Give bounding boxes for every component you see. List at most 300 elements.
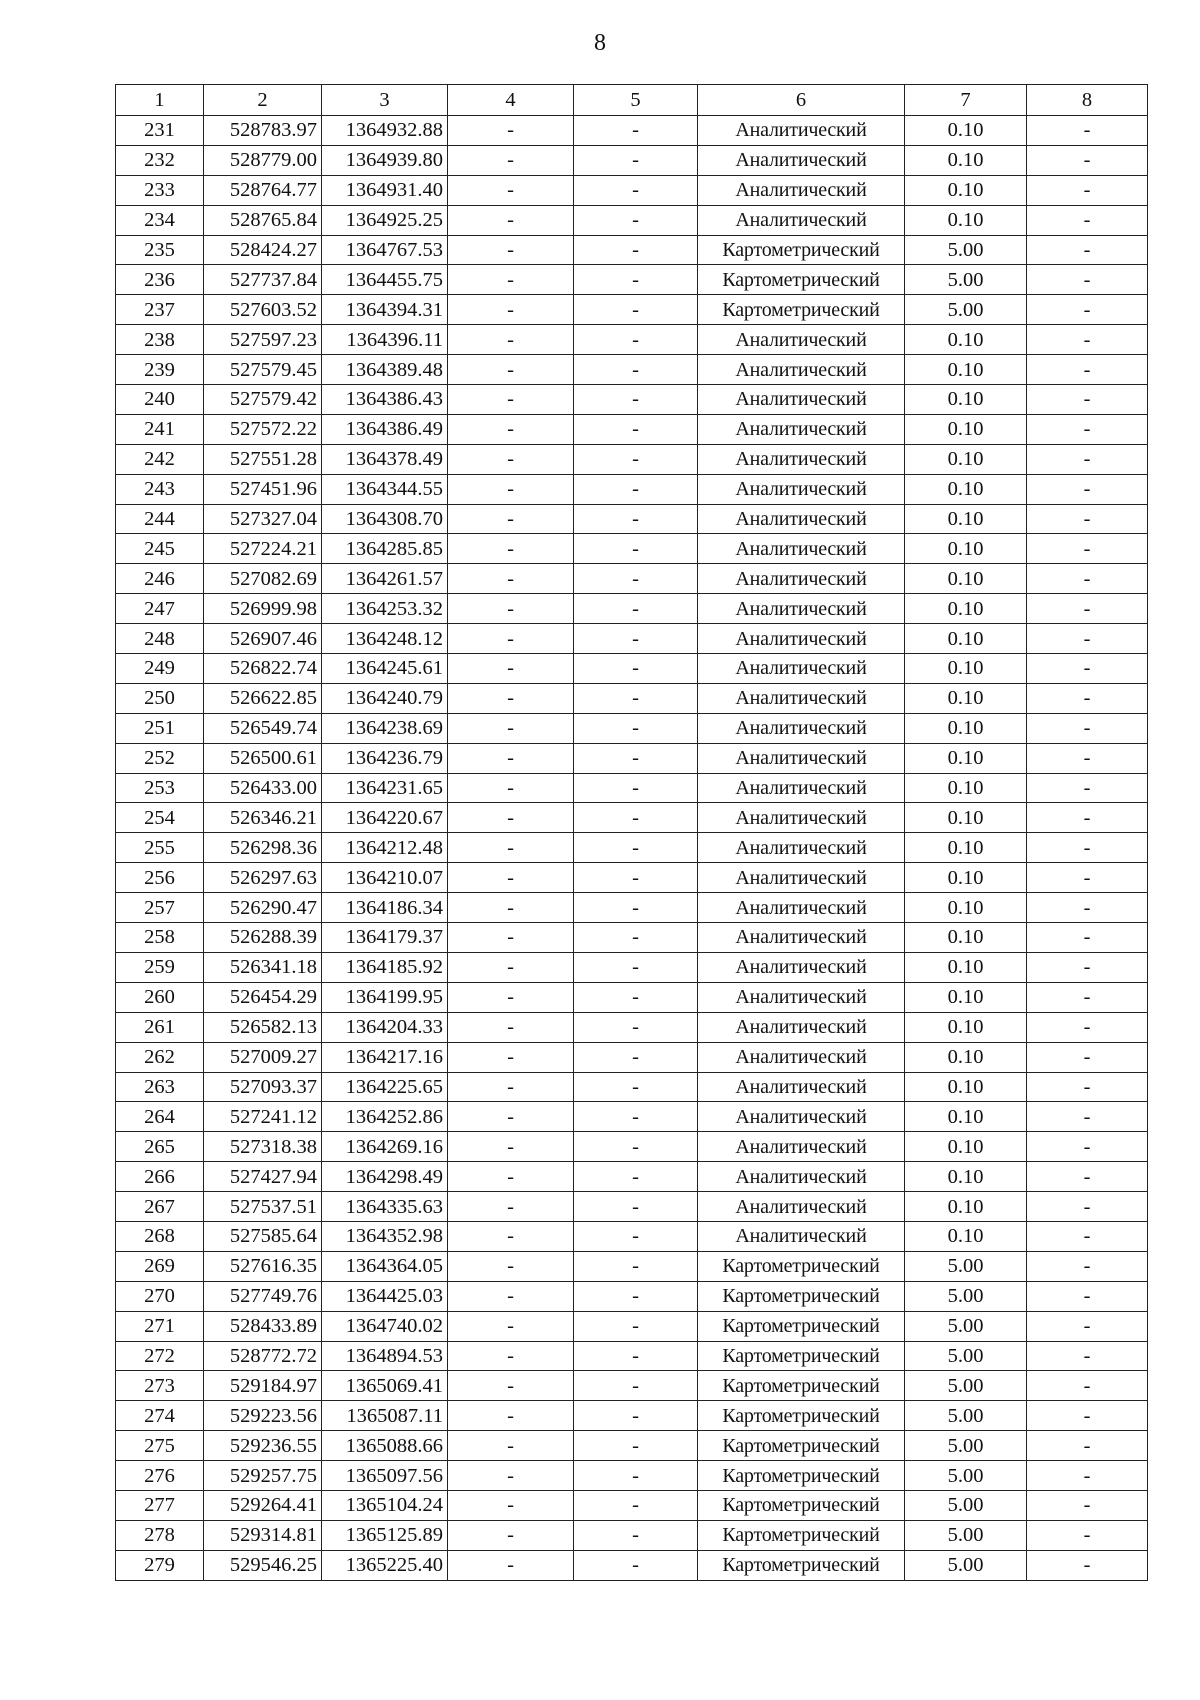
y-coordinate-cell: 1364931.40 (322, 175, 448, 205)
point-number-cell: 250 (116, 683, 204, 713)
table-row (116, 325, 1148, 355)
accuracy-cell: 0.10 (905, 534, 1027, 564)
accuracy-cell: 0.10 (905, 624, 1027, 654)
accuracy-cell: 0.10 (905, 863, 1027, 893)
col8-cell: - (1027, 1192, 1148, 1222)
point-number-cell: 241 (116, 414, 204, 444)
col5-cell: - (574, 1311, 698, 1341)
accuracy-cell: 0.10 (905, 833, 1027, 863)
point-number-cell: 239 (116, 355, 204, 385)
table-row (116, 295, 1148, 325)
col5-cell: - (574, 564, 698, 594)
col5-cell: - (574, 265, 698, 295)
x-coordinate-cell: 526582.13 (204, 1012, 322, 1042)
col5-cell: - (574, 1012, 698, 1042)
x-coordinate-cell: 527327.04 (204, 504, 322, 534)
col8-cell: - (1027, 833, 1148, 863)
col8-cell: - (1027, 1132, 1148, 1162)
y-coordinate-cell: 1364389.48 (322, 355, 448, 385)
point-number-cell: 256 (116, 863, 204, 893)
method-cell: Аналитический (698, 145, 905, 175)
x-coordinate-cell: 527737.84 (204, 265, 322, 295)
col8-cell: - (1027, 654, 1148, 684)
col8-cell: - (1027, 414, 1148, 444)
table-row (116, 116, 1148, 146)
x-coordinate-cell: 528783.97 (204, 116, 322, 146)
col8-cell: - (1027, 713, 1148, 743)
col5-cell: - (574, 594, 698, 624)
col5-cell: - (574, 654, 698, 684)
col5-cell: - (574, 444, 698, 474)
col5-cell: - (574, 414, 698, 444)
method-cell: Аналитический (698, 504, 905, 534)
y-coordinate-cell: 1364217.16 (322, 1042, 448, 1072)
point-number-cell: 271 (116, 1311, 204, 1341)
y-coordinate-cell: 1364210.07 (322, 863, 448, 893)
col5-cell: - (574, 833, 698, 863)
y-coordinate-cell: 1364199.95 (322, 982, 448, 1012)
accuracy-cell: 5.00 (905, 1550, 1027, 1580)
column-header-4: 4 (448, 85, 574, 116)
table-row (116, 355, 1148, 385)
point-number-cell: 249 (116, 654, 204, 684)
x-coordinate-cell: 527093.37 (204, 1072, 322, 1102)
y-coordinate-cell: 1364939.80 (322, 145, 448, 175)
col5-cell: - (574, 295, 698, 325)
col5-cell: - (574, 1371, 698, 1401)
x-coordinate-cell: 527451.96 (204, 474, 322, 504)
point-number-cell: 243 (116, 474, 204, 504)
col8-cell: - (1027, 923, 1148, 953)
y-coordinate-cell: 1364425.03 (322, 1281, 448, 1311)
point-number-cell: 267 (116, 1192, 204, 1222)
y-coordinate-cell: 1364285.85 (322, 534, 448, 564)
x-coordinate-cell: 526454.29 (204, 982, 322, 1012)
y-coordinate-cell: 1364455.75 (322, 265, 448, 295)
col5-cell: - (574, 1132, 698, 1162)
col4-cell: - (448, 743, 574, 773)
table-row (116, 1401, 1148, 1431)
col4-cell: - (448, 265, 574, 295)
method-cell: Картометрический (698, 1281, 905, 1311)
accuracy-cell: 0.10 (905, 1042, 1027, 1072)
point-number-cell: 278 (116, 1520, 204, 1550)
x-coordinate-cell: 526500.61 (204, 743, 322, 773)
table-row (116, 683, 1148, 713)
col8-cell: - (1027, 1251, 1148, 1281)
table-row (116, 1251, 1148, 1281)
method-cell: Аналитический (698, 654, 905, 684)
table-row (116, 504, 1148, 534)
col5-cell: - (574, 385, 698, 415)
point-number-cell: 263 (116, 1072, 204, 1102)
col5-cell: - (574, 713, 698, 743)
col4-cell: - (448, 1490, 574, 1520)
col8-cell: - (1027, 594, 1148, 624)
y-coordinate-cell: 1364386.49 (322, 414, 448, 444)
col5-cell: - (574, 325, 698, 355)
accuracy-cell: 0.10 (905, 1192, 1027, 1222)
col4-cell: - (448, 325, 574, 355)
table-row (116, 654, 1148, 684)
y-coordinate-cell: 1365087.11 (322, 1401, 448, 1431)
accuracy-cell: 5.00 (905, 1281, 1027, 1311)
point-number-cell: 248 (116, 624, 204, 654)
table-row (116, 564, 1148, 594)
col8-cell: - (1027, 952, 1148, 982)
column-header-2: 2 (204, 85, 322, 116)
col4-cell: - (448, 534, 574, 564)
y-coordinate-cell: 1364352.98 (322, 1221, 448, 1251)
method-cell: Аналитический (698, 952, 905, 982)
table-row (116, 175, 1148, 205)
col8-cell: - (1027, 982, 1148, 1012)
accuracy-cell: 0.10 (905, 773, 1027, 803)
accuracy-cell: 5.00 (905, 1461, 1027, 1491)
method-cell: Аналитический (698, 773, 905, 803)
column-header-8: 8 (1027, 85, 1148, 116)
x-coordinate-cell: 526907.46 (204, 624, 322, 654)
accuracy-cell: 0.10 (905, 1102, 1027, 1132)
col4-cell: - (448, 1042, 574, 1072)
y-coordinate-cell: 1364204.33 (322, 1012, 448, 1042)
y-coordinate-cell: 1364236.79 (322, 743, 448, 773)
method-cell: Картометрический (698, 235, 905, 265)
col5-cell: - (574, 743, 698, 773)
x-coordinate-cell: 529236.55 (204, 1431, 322, 1461)
y-coordinate-cell: 1364245.61 (322, 654, 448, 684)
method-cell: Аналитический (698, 1042, 905, 1072)
x-coordinate-cell: 527585.64 (204, 1221, 322, 1251)
point-number-cell: 255 (116, 833, 204, 863)
accuracy-cell: 0.10 (905, 145, 1027, 175)
x-coordinate-cell: 526622.85 (204, 683, 322, 713)
col8-cell: - (1027, 893, 1148, 923)
col5-cell: - (574, 1520, 698, 1550)
accuracy-cell: 0.10 (905, 1162, 1027, 1192)
y-coordinate-cell: 1364344.55 (322, 474, 448, 504)
point-number-cell: 265 (116, 1132, 204, 1162)
table-row (116, 1431, 1148, 1461)
col4-cell: - (448, 1431, 574, 1461)
col8-cell: - (1027, 1401, 1148, 1431)
accuracy-cell: 0.10 (905, 743, 1027, 773)
point-number-cell: 261 (116, 1012, 204, 1042)
col5-cell: - (574, 982, 698, 1012)
col8-cell: - (1027, 504, 1148, 534)
y-coordinate-cell: 1364253.32 (322, 594, 448, 624)
x-coordinate-cell: 529184.97 (204, 1371, 322, 1401)
x-coordinate-cell: 528765.84 (204, 205, 322, 235)
method-cell: Аналитический (698, 355, 905, 385)
x-coordinate-cell: 527616.35 (204, 1251, 322, 1281)
x-coordinate-cell: 526298.36 (204, 833, 322, 863)
col4-cell: - (448, 952, 574, 982)
col5-cell: - (574, 952, 698, 982)
col5-cell: - (574, 1550, 698, 1580)
col8-cell: - (1027, 1042, 1148, 1072)
col8-cell: - (1027, 1461, 1148, 1491)
col5-cell: - (574, 175, 698, 205)
table-row (116, 534, 1148, 564)
method-cell: Аналитический (698, 743, 905, 773)
point-number-cell: 254 (116, 803, 204, 833)
x-coordinate-cell: 529546.25 (204, 1550, 322, 1580)
col4-cell: - (448, 803, 574, 833)
y-coordinate-cell: 1364269.16 (322, 1132, 448, 1162)
col4-cell: - (448, 863, 574, 893)
accuracy-cell: 5.00 (905, 1401, 1027, 1431)
x-coordinate-cell: 527572.22 (204, 414, 322, 444)
table-row (116, 385, 1148, 415)
point-number-cell: 277 (116, 1490, 204, 1520)
col4-cell: - (448, 982, 574, 1012)
col4-cell: - (448, 1162, 574, 1192)
col4-cell: - (448, 594, 574, 624)
x-coordinate-cell: 527009.27 (204, 1042, 322, 1072)
col5-cell: - (574, 1042, 698, 1072)
y-coordinate-cell: 1364932.88 (322, 116, 448, 146)
col4-cell: - (448, 1311, 574, 1341)
col4-cell: - (448, 923, 574, 953)
col4-cell: - (448, 205, 574, 235)
col5-cell: - (574, 1102, 698, 1132)
col8-cell: - (1027, 444, 1148, 474)
method-cell: Аналитический (698, 803, 905, 833)
point-number-cell: 266 (116, 1162, 204, 1192)
col4-cell: - (448, 1192, 574, 1222)
method-cell: Аналитический (698, 833, 905, 863)
y-coordinate-cell: 1364261.57 (322, 564, 448, 594)
table-row (116, 1520, 1148, 1550)
accuracy-cell: 5.00 (905, 1341, 1027, 1371)
col8-cell: - (1027, 863, 1148, 893)
accuracy-cell: 5.00 (905, 1371, 1027, 1401)
point-number-cell: 259 (116, 952, 204, 982)
point-number-cell: 247 (116, 594, 204, 624)
y-coordinate-cell: 1364238.69 (322, 713, 448, 743)
table-row (116, 893, 1148, 923)
x-coordinate-cell: 526288.39 (204, 923, 322, 953)
col5-cell: - (574, 863, 698, 893)
method-cell: Аналитический (698, 982, 905, 1012)
col8-cell: - (1027, 1072, 1148, 1102)
x-coordinate-cell: 527551.28 (204, 444, 322, 474)
col5-cell: - (574, 773, 698, 803)
method-cell: Аналитический (698, 325, 905, 355)
method-cell: Аналитический (698, 1221, 905, 1251)
y-coordinate-cell: 1364220.67 (322, 803, 448, 833)
col8-cell: - (1027, 1311, 1148, 1341)
accuracy-cell: 0.10 (905, 893, 1027, 923)
method-cell: Аналитический (698, 385, 905, 415)
column-header-1: 1 (116, 85, 204, 116)
method-cell: Картометрический (698, 295, 905, 325)
col8-cell: - (1027, 1162, 1148, 1192)
col4-cell: - (448, 414, 574, 444)
method-cell: Аналитический (698, 474, 905, 504)
col4-cell: - (448, 1461, 574, 1491)
col4-cell: - (448, 385, 574, 415)
point-number-cell: 232 (116, 145, 204, 175)
col8-cell: - (1027, 624, 1148, 654)
y-coordinate-cell: 1365125.89 (322, 1520, 448, 1550)
col8-cell: - (1027, 683, 1148, 713)
y-coordinate-cell: 1364231.65 (322, 773, 448, 803)
x-coordinate-cell: 527597.23 (204, 325, 322, 355)
table-row (116, 1281, 1148, 1311)
col5-cell: - (574, 1461, 698, 1491)
method-cell: Аналитический (698, 923, 905, 953)
col8-cell: - (1027, 1012, 1148, 1042)
table-row (116, 743, 1148, 773)
col8-cell: - (1027, 145, 1148, 175)
table-row (116, 444, 1148, 474)
point-number-cell: 272 (116, 1341, 204, 1371)
column-header-7: 7 (905, 85, 1027, 116)
y-coordinate-cell: 1364225.65 (322, 1072, 448, 1102)
accuracy-cell: 0.10 (905, 444, 1027, 474)
table-row (116, 923, 1148, 953)
table-row (116, 145, 1148, 175)
table-row (116, 1012, 1148, 1042)
point-number-cell: 264 (116, 1102, 204, 1132)
point-number-cell: 269 (116, 1251, 204, 1281)
accuracy-cell: 0.10 (905, 1221, 1027, 1251)
table-row (116, 1221, 1148, 1251)
col8-cell: - (1027, 235, 1148, 265)
method-cell: Аналитический (698, 1072, 905, 1102)
table-row (116, 1341, 1148, 1371)
accuracy-cell: 0.10 (905, 952, 1027, 982)
accuracy-cell: 0.10 (905, 325, 1027, 355)
accuracy-cell: 5.00 (905, 1311, 1027, 1341)
table-row (116, 952, 1148, 982)
page-number: 8 (594, 30, 606, 56)
accuracy-cell: 0.10 (905, 205, 1027, 235)
method-cell: Аналитический (698, 1012, 905, 1042)
col8-cell: - (1027, 1490, 1148, 1520)
col4-cell: - (448, 504, 574, 534)
col4-cell: - (448, 145, 574, 175)
col8-cell: - (1027, 1281, 1148, 1311)
method-cell: Аналитический (698, 624, 905, 654)
point-number-cell: 233 (116, 175, 204, 205)
col8-cell: - (1027, 1221, 1148, 1251)
col5-cell: - (574, 504, 698, 534)
method-cell: Аналитический (698, 564, 905, 594)
col8-cell: - (1027, 116, 1148, 146)
method-cell: Аналитический (698, 594, 905, 624)
accuracy-cell: 5.00 (905, 1251, 1027, 1281)
col4-cell: - (448, 295, 574, 325)
method-cell: Картометрический (698, 1461, 905, 1491)
col8-cell: - (1027, 534, 1148, 564)
x-coordinate-cell: 527579.45 (204, 355, 322, 385)
point-number-cell: 262 (116, 1042, 204, 1072)
table-row (116, 205, 1148, 235)
method-cell: Картометрический (698, 1490, 905, 1520)
point-number-cell: 258 (116, 923, 204, 953)
col4-cell: - (448, 1341, 574, 1371)
point-number-cell: 246 (116, 564, 204, 594)
col5-cell: - (574, 1401, 698, 1431)
col4-cell: - (448, 1072, 574, 1102)
table-row (116, 833, 1148, 863)
col5-cell: - (574, 235, 698, 265)
x-coordinate-cell: 529257.75 (204, 1461, 322, 1491)
point-number-cell: 274 (116, 1401, 204, 1431)
y-coordinate-cell: 1364396.11 (322, 325, 448, 355)
y-coordinate-cell: 1364740.02 (322, 1311, 448, 1341)
table-row (116, 1550, 1148, 1580)
y-coordinate-cell: 1364386.43 (322, 385, 448, 415)
x-coordinate-cell: 527603.52 (204, 295, 322, 325)
column-header-5: 5 (574, 85, 698, 116)
method-cell: Картометрический (698, 265, 905, 295)
accuracy-cell: 0.10 (905, 116, 1027, 146)
accuracy-cell: 0.10 (905, 1012, 1027, 1042)
x-coordinate-cell: 529264.41 (204, 1490, 322, 1520)
accuracy-cell: 5.00 (905, 265, 1027, 295)
accuracy-cell: 0.10 (905, 504, 1027, 534)
table-header-row (116, 85, 1148, 116)
table-row (116, 773, 1148, 803)
table-row (116, 1132, 1148, 1162)
table-row (116, 1311, 1148, 1341)
col4-cell: - (448, 1550, 574, 1580)
accuracy-cell: 5.00 (905, 1431, 1027, 1461)
point-number-cell: 237 (116, 295, 204, 325)
y-coordinate-cell: 1364364.05 (322, 1251, 448, 1281)
col4-cell: - (448, 654, 574, 684)
accuracy-cell: 0.10 (905, 1072, 1027, 1102)
x-coordinate-cell: 527537.51 (204, 1192, 322, 1222)
col8-cell: - (1027, 803, 1148, 833)
column-header-6: 6 (698, 85, 905, 116)
y-coordinate-cell: 1364894.53 (322, 1341, 448, 1371)
table-row (116, 982, 1148, 1012)
col5-cell: - (574, 116, 698, 146)
col4-cell: - (448, 116, 574, 146)
col4-cell: - (448, 1132, 574, 1162)
table-row (116, 863, 1148, 893)
col8-cell: - (1027, 1341, 1148, 1371)
method-cell: Картометрический (698, 1401, 905, 1431)
col4-cell: - (448, 1221, 574, 1251)
point-number-cell: 253 (116, 773, 204, 803)
y-coordinate-cell: 1364240.79 (322, 683, 448, 713)
y-coordinate-cell: 1364308.70 (322, 504, 448, 534)
col5-cell: - (574, 923, 698, 953)
col4-cell: - (448, 1012, 574, 1042)
col5-cell: - (574, 474, 698, 504)
y-coordinate-cell: 1364212.48 (322, 833, 448, 863)
x-coordinate-cell: 526341.18 (204, 952, 322, 982)
col5-cell: - (574, 893, 698, 923)
col8-cell: - (1027, 205, 1148, 235)
x-coordinate-cell: 528779.00 (204, 145, 322, 175)
method-cell: Аналитический (698, 116, 905, 146)
col4-cell: - (448, 564, 574, 594)
coordinates-table (115, 84, 1148, 1581)
table-row (116, 1042, 1148, 1072)
table-row (116, 713, 1148, 743)
point-number-cell: 236 (116, 265, 204, 295)
x-coordinate-cell: 527318.38 (204, 1132, 322, 1162)
table-row (116, 1371, 1148, 1401)
accuracy-cell: 0.10 (905, 594, 1027, 624)
